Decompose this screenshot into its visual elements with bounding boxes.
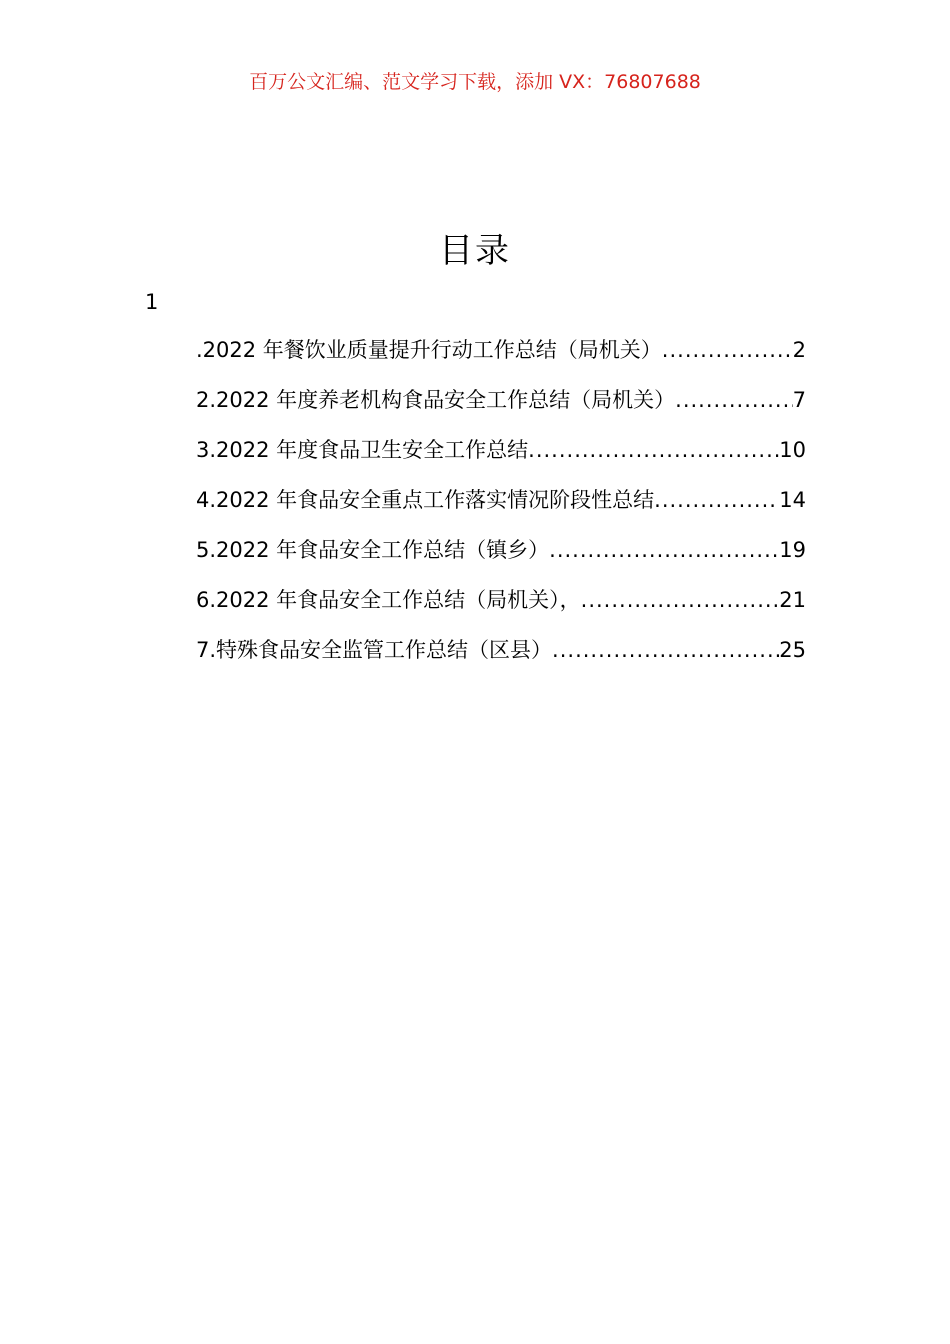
toc-page-number: 2 [792, 338, 806, 362]
toc-entry[interactable] [196, 383, 806, 433]
toc-entry[interactable] [196, 633, 806, 683]
toc-dot-leader [654, 483, 779, 517]
toc-dot-leader [552, 633, 779, 667]
toc-dot-leader [549, 533, 779, 567]
toc-entry-title: 5.2022 年食品安全工作总结（镇乡） [196, 538, 550, 562]
header-note: 百万公文汇编、范文学习下载，添加 VX：76807688 [249, 71, 701, 93]
toc-page-number: 21 [779, 588, 806, 612]
toc-entry[interactable] [196, 533, 806, 583]
toc-dot-leader [528, 433, 779, 467]
toc-page-number: 10 [779, 438, 806, 462]
toc-entry-title: 4.2022 年食品安全重点工作落实情况阶段性总结 [196, 488, 655, 512]
toc-entry[interactable] [196, 433, 806, 483]
toc-dot-leader [581, 583, 780, 617]
toc-entry-title: 6.2022 年食品安全工作总结（局机关）， [196, 588, 581, 612]
toc-page-number: 25 [779, 638, 806, 662]
toc-entry-title: .2022 年餐饮业质量提升行动工作总结（局机关） [196, 338, 662, 362]
toc-dot-leader [662, 333, 793, 367]
toc-entry-title: 7.特殊食品安全监管工作总结（区县） [196, 638, 553, 662]
toc-page-number: 19 [779, 538, 806, 562]
toc-dot-leader [675, 383, 792, 417]
toc-entry[interactable] [196, 583, 806, 633]
toc-entry-title: 2.2022 年度养老机构食品安全工作总结（局机关） [196, 388, 676, 412]
toc-page-number: 7 [792, 388, 806, 412]
toc-page-number: 14 [779, 488, 806, 512]
toc-entry-title: 3.2022 年度食品卫生安全工作总结 [196, 438, 529, 462]
list-number-label: 1 [145, 290, 159, 314]
page-title: 目录 [439, 231, 511, 271]
toc-entry[interactable] [196, 333, 806, 383]
table-of-contents [196, 333, 806, 683]
toc-entry[interactable] [196, 483, 806, 533]
